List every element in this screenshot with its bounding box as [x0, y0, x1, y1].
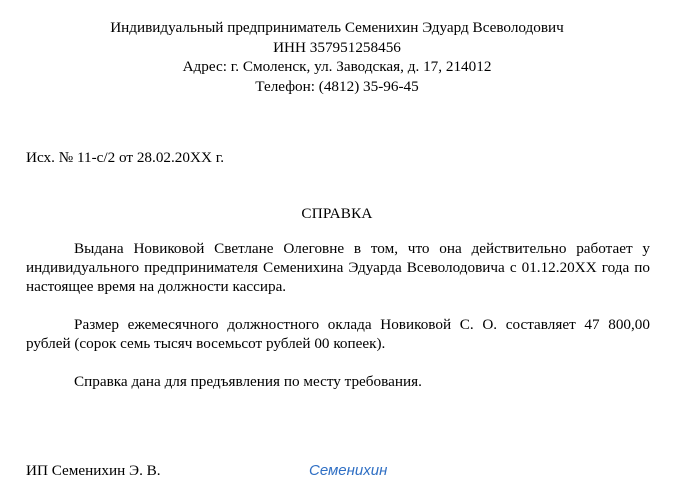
document-title: СПРАВКА [301, 205, 373, 222]
letterhead-address: Адрес: г. Смоленск, ул. Заводская, д. 17, 214012 [182, 58, 492, 75]
letterhead-phone: Телефон: (4812) 35-96-45 [255, 77, 419, 95]
letterhead-entrepreneur-name: Индивидуальный предприниматель Семенихин Эдуард Всеволодович [110, 19, 564, 36]
paragraph-salary: Размер ежемесячного должностного оклада Новиковой С. О. составляет 47 800,00 рублей (сорок семь тысяч восемьсот рублей 00 копеек). [26, 316, 650, 352]
document-body [26, 239, 650, 410]
signer-name: ИП Семенихин Э. В. [26, 462, 161, 479]
handwritten-signature: Семенихин [309, 462, 388, 479]
outgoing-reference: Исх. № 11-с/2 от 28.02.20ХХ г. [26, 149, 225, 166]
paragraph-employment: Выдана Новиковой Светлане Олеговне в том, что она действительно работает у индивидуального предпринимателя Семенихина Эдуарда Всеволодовича с 01.12.20ХХ года по настоящее время на должности кассира. [26, 240, 650, 295]
letterhead [0, 18, 674, 96]
paragraph-purpose: Справка дана для предъявления по месту требования. [74, 373, 422, 390]
letterhead-inn: ИНН 357951258456 [273, 38, 401, 56]
